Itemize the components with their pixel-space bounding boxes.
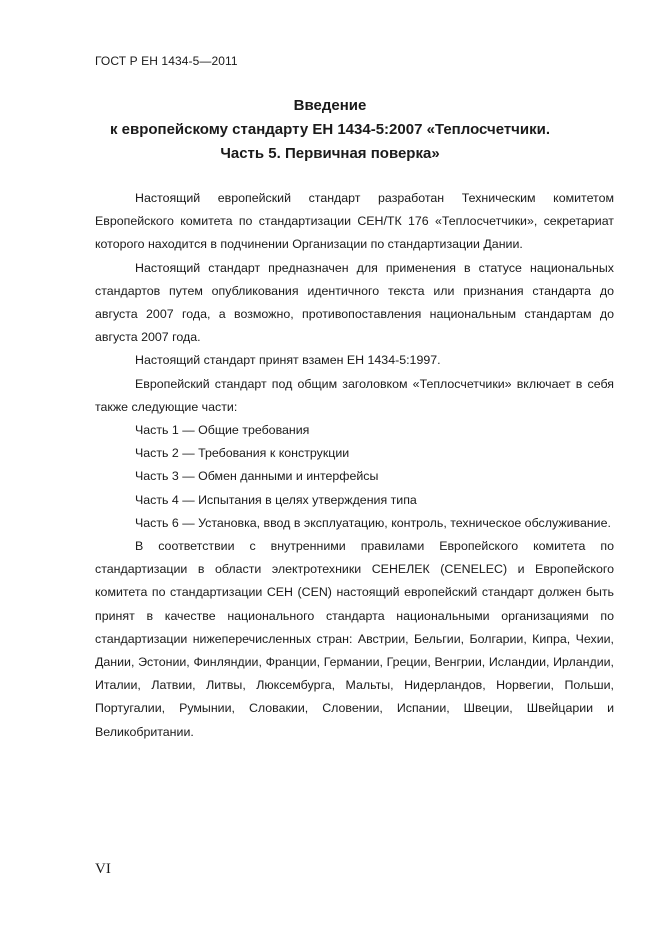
list-item-part-6: Часть 6 — Установка, ввод в эксплуатацию, контроль, техническое обслуживание. xyxy=(135,515,611,530)
list-item-part-1: Часть 1 — Общие требования xyxy=(135,423,310,438)
paragraph-countries: В соответствии с внутренними правилами Европейского комитета по стандартизации в области электротехники СЕНЕЛЕК (CENELEC) и Европейского комитета по стандартизации СЕН (CEN) настоящий европейский стандарт должен быть принят в качестве национального стандарта национальными организациями по стандартизации нижеперечисленных стран: Австрии, Бельгии, Болгарии, Кипра, Чехии, Дании, Эстонии, Финляндии, Франции, Германии, Греции, Венгрии, Исландии, Ирландии, Италии, Латвии, Литвы, Люксембурга, Мальты, Нидерландов, Норвегии, Польши, Португалии, Румынии, Словакии, Словении, Испании, Швеции, Швейцарии и Великобритании. xyxy=(95,539,614,739)
paragraph-replaces: Настоящий стандарт принят взамен ЕН 1434-5:1997. xyxy=(135,353,441,368)
title-line-3: Часть 5. Первичная поверка» xyxy=(220,145,440,162)
paragraph-parts-intro: Европейский стандарт под общим заголовком «Теплосчетчики» включает в себя также следующие части: xyxy=(95,376,614,414)
page-number: VI xyxy=(95,861,111,877)
list-item-part-2: Часть 2 — Требования к конструкции xyxy=(135,446,350,461)
section-title xyxy=(80,94,580,166)
list-item-part-4: Часть 4 — Испытания в целях утверждения типа xyxy=(135,492,417,507)
title-line-1: Введение xyxy=(293,97,367,114)
document-code-header: ГОСТ Р ЕН 1434-5—2011 xyxy=(95,54,238,68)
title-line-2: к европейскому стандарту ЕН 1434-5:2007 «Теплосчетчики. xyxy=(109,121,551,138)
list-item-part-3: Часть 3 — Обмен данными и интерфейсы xyxy=(135,469,379,484)
document-body xyxy=(95,187,614,744)
paragraph-committee: Настоящий европейский стандарт разработан Техническим комитетом Европейского комитета по стандартизации СЕН/ТК 176 «Теплосчетчики», секретариат которого находится в подчинении Организации по стандартизации Дании. xyxy=(95,191,614,252)
paragraph-purpose: Настоящий стандарт предназначен для применения в статусе национальных стандартов путем опубликования идентичного текста или признания стандарта до августа 2007 года, а возможно, противопоставления национальным стандартам до августа 2007 года. xyxy=(95,260,614,345)
